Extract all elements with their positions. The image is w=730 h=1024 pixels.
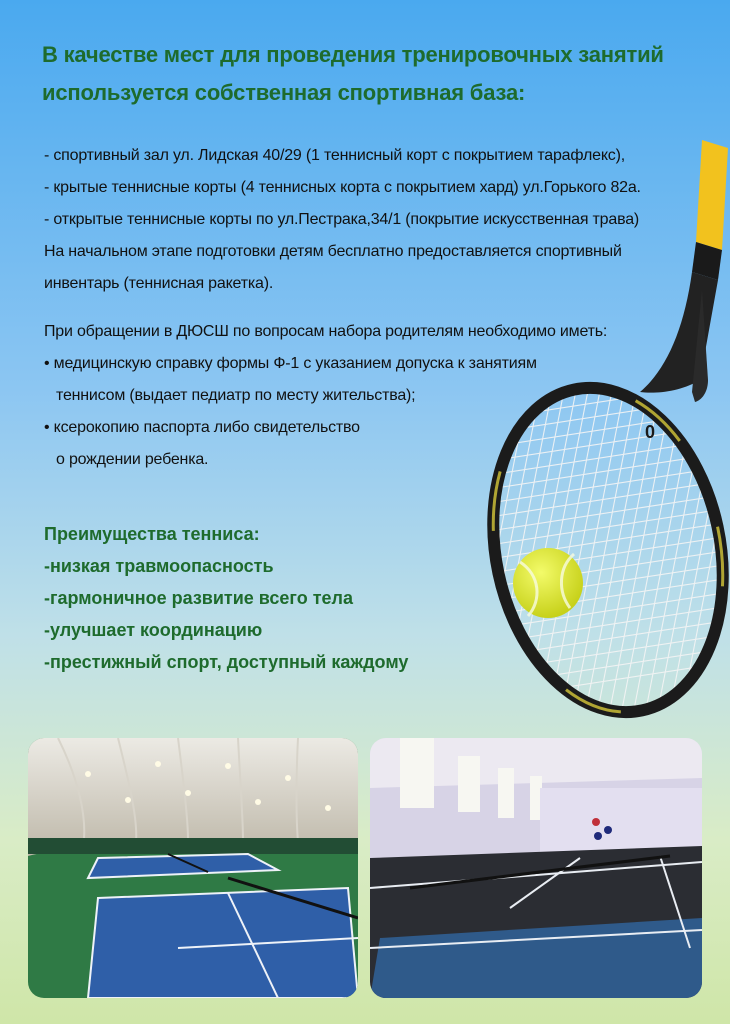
advantage-item: -улучшает координацию bbox=[44, 620, 263, 640]
facility-item: - крытые теннисные корты (4 теннисных корта с покрытием хард) ул.Горького 82а. bbox=[44, 179, 641, 196]
tennis-racket-image bbox=[470, 130, 730, 730]
document-item: • медицинскую справку формы Ф-1 с указанием допуска к занятиям bbox=[44, 355, 537, 372]
page-title bbox=[42, 36, 672, 112]
documents-intro: При обращении в ДЮСШ по вопросам набора родителям необходимо иметь: bbox=[44, 323, 608, 340]
document-item-continued: теннисом (выдает педиатр по месту жительства); bbox=[56, 387, 416, 404]
advantage-item: -гармоничное развитие всего тела bbox=[44, 588, 353, 608]
title-line-2: используется собственная спортивная база: bbox=[42, 80, 526, 105]
indoor-dome-courts-photo bbox=[28, 738, 358, 998]
tennis-ball-image bbox=[513, 548, 583, 618]
advantage-item: -низкая травмоопасность bbox=[44, 556, 274, 576]
facility-item: - открытые теннисные корты по ул.Пестрака,34/1 (покрытие искусственная трава) bbox=[44, 211, 640, 228]
equipment-note: На начальном этапе подготовки детям бесплатно предоставляется спортивный bbox=[44, 243, 622, 260]
advantages-heading: Преимущества тенниса: bbox=[44, 524, 260, 544]
document-item: • ксерокопию паспорта либо свидетельство bbox=[44, 419, 360, 436]
sports-hall-court-photo bbox=[370, 738, 702, 998]
document-item-continued: о рождении ребенка. bbox=[56, 451, 209, 468]
svg-text:0: 0 bbox=[645, 422, 656, 442]
facility-item: - спортивный зал ул. Лидская 40/29 (1 теннисный корт с покрытием тарафлекс), bbox=[44, 147, 625, 164]
equipment-note: инвентарь (теннисная ракетка). bbox=[44, 275, 274, 292]
title-line-1: В качестве мест для проведения тренировочных занятий bbox=[42, 42, 664, 67]
advantages-section bbox=[44, 518, 464, 678]
advantage-item: -престижный спорт, доступный каждому bbox=[44, 652, 409, 672]
racket-grip bbox=[696, 140, 728, 250]
